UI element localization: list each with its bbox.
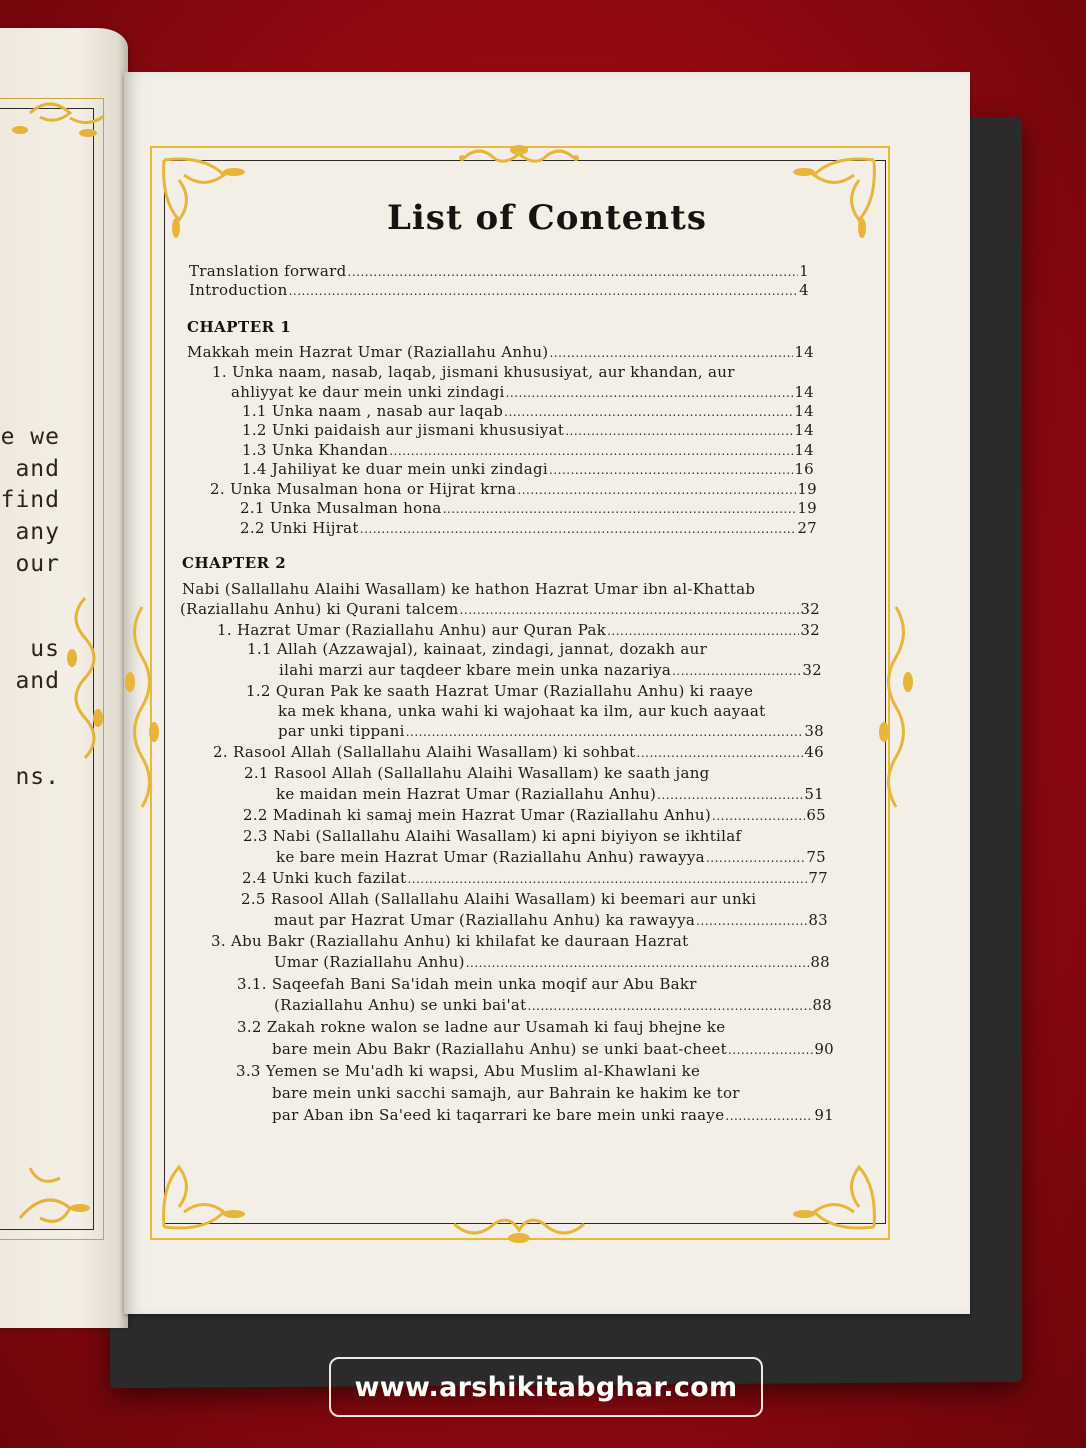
toc-entry: ke bare mein Hazrat Umar (Raziallahu Anhu) rawayya ..... 75 — [276, 848, 826, 868]
toc-entry: 2. Unka Musalman hona or Hijrat krna ..... 19 — [210, 480, 817, 500]
left-corner-ornament — [0, 98, 120, 168]
toc-entry-line: 2.1 Rasool Allah (Sallallahu Alaihi Wasallam) ke saath jang — [244, 764, 710, 782]
toc-entry-line: 3.1. Saqeefah Bani Sa'idah mein unka moqif aur Abu Bakr — [237, 975, 697, 993]
toc-entry-line: ka mek khana, unka wahi ki wajohaat ka ilm, aur kuch aayaat — [278, 702, 766, 720]
toc-entry: ahliyyat ke daur mein unki zindagi ..... 14 — [231, 383, 814, 403]
toc-entry: maut par Hazrat Umar (Raziallahu Anhu) ka rawayya ..... 83 — [274, 911, 828, 931]
toc-entry: 1.4 Jahiliyat ke duar mein unki zindagi ..... 16 — [242, 460, 814, 480]
table-of-contents — [124, 72, 970, 1314]
left-page — [0, 28, 128, 1328]
right-page — [124, 72, 970, 1314]
toc-entry-line: 1.1 Allah (Azzawajal), kainaat, zindagi, jannat, dozakh aur — [247, 640, 708, 658]
toc-entry: 2.4 Unki kuch fazilat ..... 77 — [242, 869, 828, 889]
left-text-line: and — [15, 668, 60, 694]
toc-entry: 2.2 Madinah ki samaj mein Hazrat Umar (Raziallahu Anhu) ..... 65 — [243, 806, 826, 826]
toc-entry: 2.2 Unki Hijrat ..... 27 — [240, 519, 817, 539]
toc-entry: bare mein Abu Bakr (Raziallahu Anhu) se unki baat-cheet ..... 90 — [272, 1040, 834, 1060]
page-title: List of Contents — [386, 198, 707, 238]
chapter-heading: CHAPTER 2 — [182, 554, 287, 572]
toc-entry: Makkah mein Hazrat Umar (Raziallahu Anhu) ..... 14 — [187, 343, 814, 363]
left-text-line: us — [30, 636, 60, 662]
toc-entry: 1.2 Unki paidaish aur jismani khususiyat ..... 14 — [242, 421, 814, 441]
toc-entry: 2.1 Unka Musalman hona ..... 19 — [240, 499, 817, 519]
toc-entry: 2. Rasool Allah (Sallallahu Alaihi Wasallam) ki sohbat ..... 46 — [213, 743, 824, 763]
toc-entry-line: 3.3 Yemen se Mu'adh ki wapsi, Abu Muslim al-Khawlani ke — [236, 1062, 701, 1080]
toc-entry-title: Translation forward — [189, 262, 347, 280]
left-text-line: find — [0, 487, 60, 513]
toc-entry-line: 1.2 Quran Pak ke saath Hazrat Umar (Raziallahu Anhu) ki raaye — [246, 682, 754, 700]
left-text-line: ns. — [15, 764, 60, 790]
toc-entry-title: Introduction — [189, 281, 288, 299]
toc-entry-page: 4 — [799, 281, 809, 299]
toc-entry: 1. Hazrat Umar (Raziallahu Anhu) aur Quran Pak ..... 32 — [217, 621, 820, 641]
toc-entry: Umar (Raziallahu Anhu) ..... 88 — [274, 953, 830, 973]
left-text-line: e we — [0, 424, 60, 450]
toc-entry-line: 2.3 Nabi (Sallallahu Alaihi Wasallam) ki apni biyiyon se ikhtilaf — [243, 827, 742, 845]
toc-entry: (Raziallahu Anhu) se unki bai'at ..... 88 — [274, 996, 832, 1016]
toc-entry: (Raziallahu Anhu) ki Qurani talcem ..... 32 — [180, 600, 820, 620]
toc-entry-line: 1. Unka naam, nasab, laqab, jismani khususiyat, aur khandan, aur — [212, 363, 735, 381]
chapter-heading: CHAPTER 1 — [187, 318, 292, 336]
toc-entry-line: Nabi (Sallallahu Alaihi Wasallam) ke hathon Hazrat Umar ibn al-Khattab — [182, 580, 756, 598]
toc-entry-line: bare mein unki sacchi samajh, aur Bahrain ke hakim ke tor — [272, 1084, 740, 1102]
left-text-line: any — [15, 519, 60, 545]
toc-entry-page: 1 — [799, 262, 809, 280]
toc-entry — [189, 281, 809, 301]
left-bottom-ornament — [0, 1148, 120, 1238]
website-url-badge[interactable]: www.arshikitabghar.com — [329, 1357, 763, 1417]
toc-entry: par unki tippani ..... 38 — [278, 722, 824, 742]
toc-entry: 1.3 Unka Khandan ..... 14 — [242, 441, 814, 461]
toc-entry: par Aban ibn Sa'eed ki taqarrari ke bare mein unki raaye ..... 91 — [272, 1106, 834, 1126]
toc-entry — [189, 262, 809, 282]
left-text-line: our — [15, 551, 60, 577]
toc-entry: ke maidan mein Hazrat Umar (Raziallahu Anhu) ..... 51 — [276, 785, 824, 805]
left-text-line: and — [15, 456, 60, 482]
toc-entry-line: 3.2 Zakah rokne walon se ladne aur Usamah ki fauj bhejne ke — [237, 1018, 726, 1036]
toc-entry: 1.1 Unka naam , nasab aur laqab ..... 14 — [242, 402, 814, 422]
left-side-ornament — [60, 588, 110, 788]
toc-entry: ilahi marzi aur taqdeer kbare mein unka nazariya ..... 32 — [279, 661, 822, 681]
toc-entry-line: 3. Abu Bakr (Raziallahu Anhu) ki khilafat ke dauraan Hazrat — [211, 932, 689, 950]
toc-entry-line: 2.5 Rasool Allah (Sallallahu Alaihi Wasallam) ki beemari aur unki — [241, 890, 757, 908]
